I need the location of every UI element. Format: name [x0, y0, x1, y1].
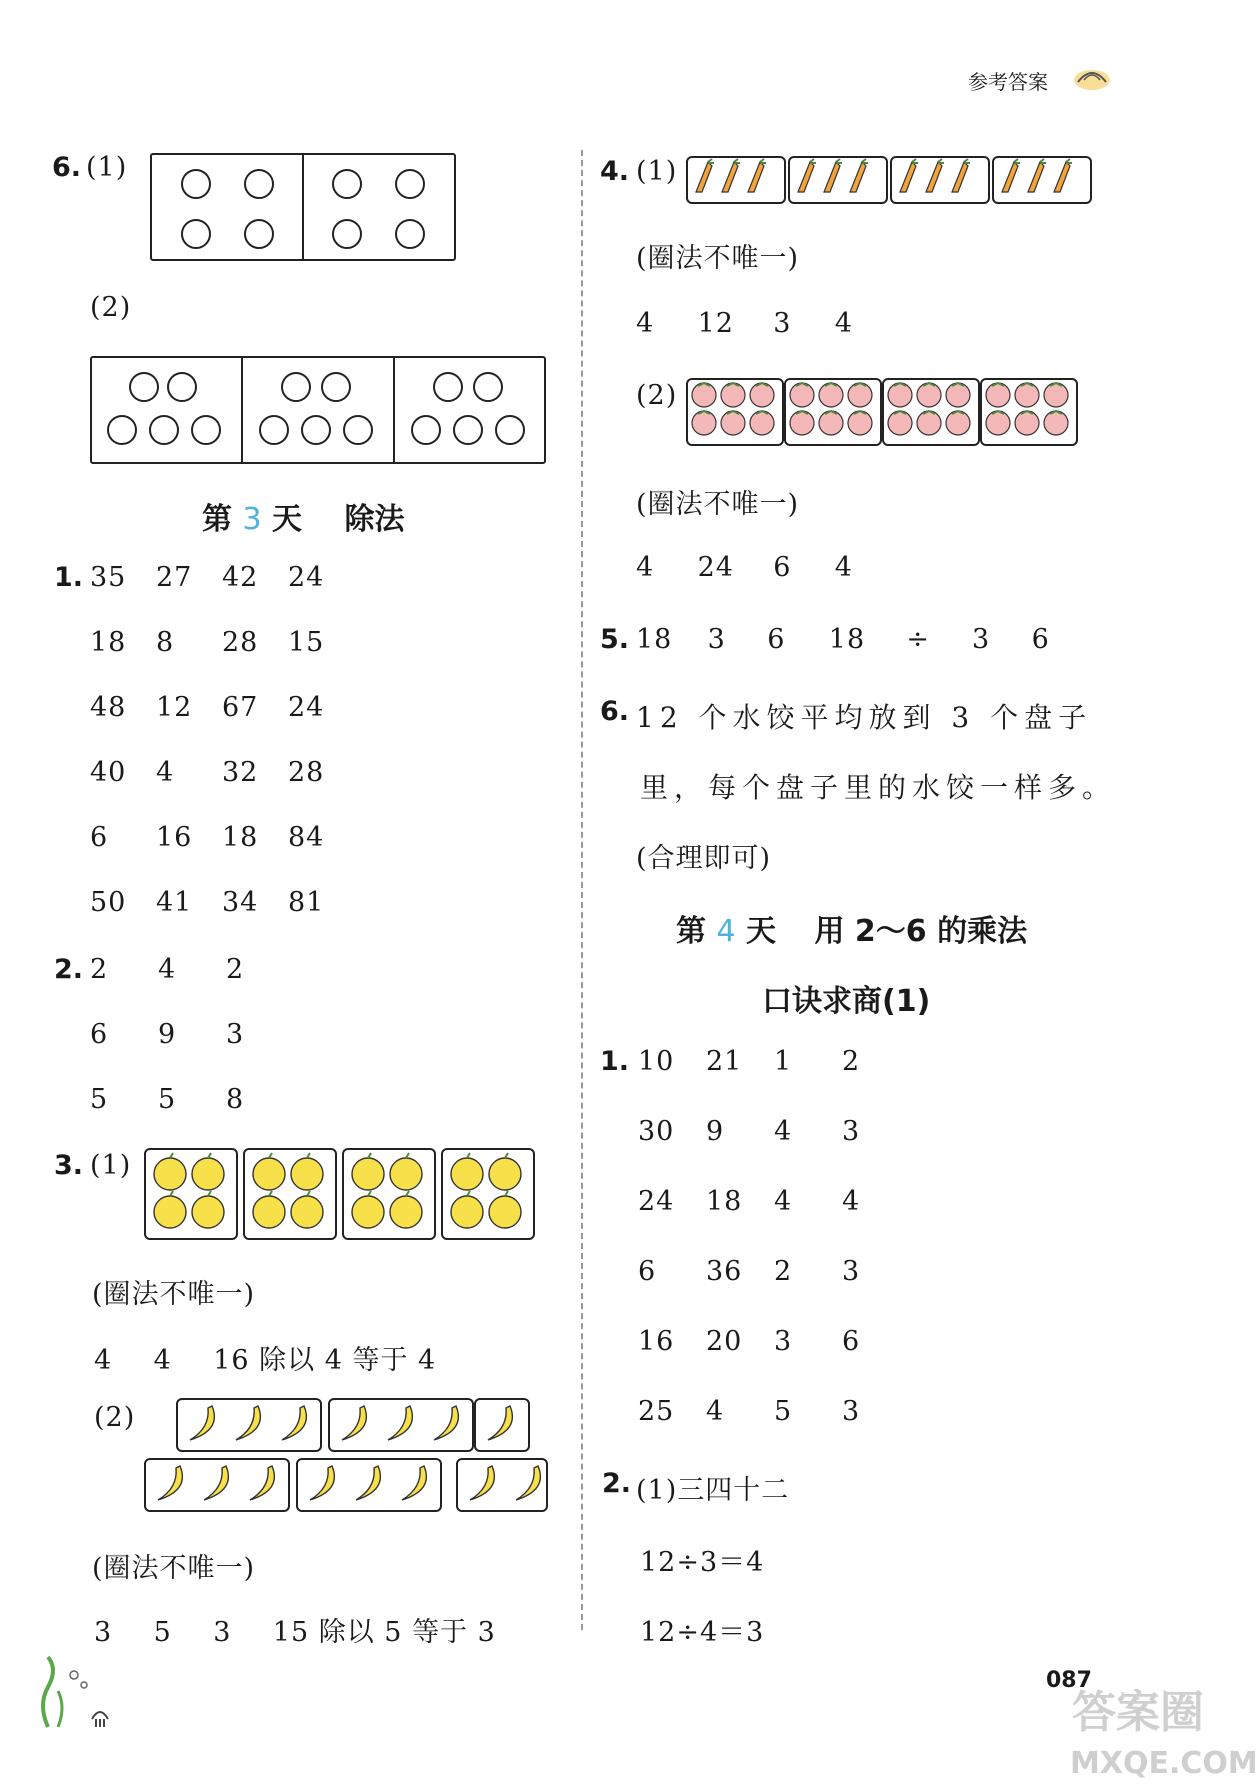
fruit-group-box	[474, 1398, 530, 1452]
answer-value: 3	[842, 1396, 861, 1427]
answer-value: 1	[774, 1046, 793, 1077]
fruit-group-box	[328, 1398, 474, 1452]
part-label: (1)	[86, 152, 128, 183]
answer-value: 5	[158, 1084, 177, 1115]
column-divider	[581, 150, 583, 1630]
answer-value: 2	[774, 1256, 793, 1287]
answer-sentence: 15 除以 5 等于 3	[272, 1617, 496, 1648]
fruit-group-box	[686, 378, 784, 446]
note-text: (圈法不唯一)	[636, 243, 800, 274]
shell-icon	[1072, 64, 1112, 96]
answer-value: 18	[828, 624, 866, 655]
answer-value: 8	[156, 627, 175, 658]
answer-value: 3	[842, 1256, 861, 1287]
heading-suffix: 天	[746, 914, 776, 949]
answer-value: 3	[213, 1617, 232, 1648]
answer-value: 16	[156, 822, 193, 853]
answer-value: 15	[288, 627, 325, 658]
fruit-group-box	[144, 1458, 290, 1512]
circles-5-groups	[92, 358, 544, 462]
answer-value: 3	[773, 308, 792, 339]
strawberry-icon	[884, 380, 978, 442]
fruit-group-box	[784, 378, 882, 446]
answer-value: 41	[156, 887, 193, 918]
answer-value: 18	[706, 1186, 743, 1217]
answer-value: 4	[158, 954, 177, 985]
question-number: 5.	[600, 624, 630, 655]
fruit-group-box	[441, 1148, 535, 1240]
answer-value: 5	[774, 1396, 793, 1427]
answer-text-line: 里，每个盘子里的水饺一样多。	[640, 771, 1117, 804]
answer-value: 2	[90, 954, 109, 985]
banana-icon	[146, 1460, 288, 1510]
answer-value: 16	[638, 1326, 675, 1357]
answer-value: 5	[153, 1617, 172, 1648]
answer-value: 24	[288, 692, 325, 723]
answer-row	[636, 308, 853, 339]
answer-value: 25	[638, 1396, 675, 1427]
answer-row	[94, 1610, 496, 1649]
answer-value: 6	[90, 1019, 109, 1050]
answer-value: 48	[90, 692, 127, 723]
question-number: 2.	[602, 1468, 632, 1499]
answer-value: 28	[222, 627, 259, 658]
answer-value: 4	[636, 552, 655, 583]
note-text: (圈法不唯一)	[92, 1279, 256, 1310]
carrot-icon	[688, 158, 784, 200]
note-text: (圈法不唯一)	[92, 1553, 256, 1584]
answer-text-line: (1)三四十二	[636, 1475, 790, 1506]
question-number: 1.	[54, 562, 84, 593]
answer-value: 10	[638, 1046, 675, 1077]
fruit-group-box	[296, 1458, 442, 1512]
answer-value: 34	[222, 887, 259, 918]
pear-icon	[146, 1150, 236, 1238]
fruit-group-box	[890, 156, 990, 204]
answer-value: 9	[158, 1019, 177, 1050]
heading-suffix: 天	[272, 502, 302, 537]
fruit-group-box	[686, 156, 786, 204]
watermark-url: MXQE.COM	[1070, 1746, 1258, 1781]
answer-value: 4	[774, 1186, 793, 1217]
answer-value: 4	[153, 1345, 172, 1376]
answer-value: 4	[706, 1396, 725, 1427]
answer-row	[636, 624, 1050, 655]
answer-value: 2	[226, 954, 245, 985]
answer-value: 30	[638, 1116, 675, 1147]
answer-value: 50	[90, 887, 127, 918]
answer-value: 67	[222, 692, 259, 723]
banana-icon	[298, 1460, 440, 1510]
answer-value: 81	[288, 887, 325, 918]
answer-value: 27	[156, 562, 193, 593]
answer-value: 6	[90, 822, 109, 853]
fruit-group-box	[176, 1398, 322, 1452]
question-number: 6.	[52, 152, 82, 183]
answer-value: 4	[94, 1345, 113, 1376]
banana-icon	[178, 1400, 320, 1450]
answer-value: 20	[706, 1326, 743, 1357]
answer-value: 5	[90, 1084, 109, 1115]
answer-value: 3	[774, 1326, 793, 1357]
header-label: 参考答案	[968, 70, 1048, 94]
answer-value: 6	[638, 1256, 657, 1287]
banana-icon	[330, 1400, 472, 1450]
circles-2x2-groups	[152, 155, 454, 259]
part-label: (2)	[636, 380, 678, 411]
pear-icon	[344, 1150, 434, 1238]
note-text: (圈法不唯一)	[636, 489, 800, 520]
heading-title: 除法	[344, 502, 405, 537]
answer-value: 4	[156, 757, 175, 788]
heading-prefix: 第	[676, 914, 706, 949]
carrot-icon	[790, 158, 886, 200]
answer-value: 4	[834, 308, 853, 339]
fruit-group-box	[144, 1148, 238, 1240]
question-number: 2.	[54, 954, 84, 985]
pear-icon	[245, 1150, 335, 1238]
answer-value: 3	[842, 1116, 861, 1147]
banana-icon	[458, 1460, 546, 1510]
page-number: 087	[1046, 1668, 1092, 1693]
answer-value: 12	[697, 308, 734, 339]
answer-value: 32	[222, 757, 259, 788]
answer-value: 4	[774, 1116, 793, 1147]
strawberry-icon	[688, 380, 782, 442]
equation: 12÷3＝4	[640, 1547, 765, 1578]
answer-value: 6	[767, 624, 786, 655]
banana-icon	[476, 1400, 528, 1450]
answer-value: 12	[156, 692, 193, 723]
pear-icon	[443, 1150, 533, 1238]
question-number: 3.	[54, 1150, 84, 1181]
fruit-group-box	[342, 1148, 436, 1240]
question-number: 6.	[600, 696, 630, 727]
part-label: (2)	[90, 292, 132, 323]
answer-value: 6	[773, 552, 792, 583]
answer-value: 24	[288, 562, 325, 593]
answer-value: ÷	[906, 624, 930, 655]
answer-value: 9	[706, 1116, 725, 1147]
answer-value: 3	[971, 624, 991, 655]
answer-value: 6	[842, 1326, 861, 1357]
answer-value: 24	[697, 552, 734, 583]
answer-value: 4	[834, 552, 853, 583]
seaweed-icon	[30, 1655, 120, 1734]
strawberry-icon	[982, 380, 1076, 442]
strawberry-icon	[786, 380, 880, 442]
answer-value: 3	[226, 1019, 245, 1050]
part-label: (1)	[636, 156, 678, 187]
section-subtitle: 口诀求商(1)	[762, 984, 931, 1019]
watermark-logo: 答案圈	[1072, 1687, 1204, 1738]
part-label: (2)	[94, 1402, 136, 1433]
heading-day-number: 4	[716, 914, 736, 949]
circle-group-box	[150, 153, 456, 261]
fruit-group-box	[992, 156, 1092, 204]
question-number: 1.	[600, 1046, 630, 1077]
carrot-icon	[994, 158, 1090, 200]
answer-value: 28	[288, 757, 325, 788]
answer-value: 3	[707, 624, 726, 655]
answer-value: 21	[706, 1046, 743, 1077]
answer-value: 35	[90, 562, 127, 593]
answer-value: 36	[706, 1256, 743, 1287]
answer-value: 6	[1031, 624, 1050, 655]
answer-value: 18	[90, 627, 127, 658]
answer-row	[94, 1338, 436, 1377]
note-text: (合理即可)	[636, 843, 772, 874]
answer-value: 8	[226, 1084, 245, 1115]
carrot-icon	[892, 158, 988, 200]
answer-sentence: 16 除以 4 等于 4	[213, 1345, 437, 1376]
heading-prefix: 第	[202, 502, 232, 537]
question-number: 4.	[600, 156, 630, 187]
answer-value: 2	[842, 1046, 861, 1077]
answer-value: 84	[288, 822, 325, 853]
heading-day-number: 3	[242, 502, 262, 537]
equation: 12÷4＝3	[640, 1617, 765, 1648]
answer-row	[636, 552, 853, 583]
answer-value: 42	[222, 562, 259, 593]
fruit-group-box	[456, 1458, 548, 1512]
answer-value: 18	[222, 822, 259, 853]
fruit-group-box	[788, 156, 888, 204]
part-label: (1)	[90, 1150, 132, 1181]
answer-value: 18	[636, 624, 673, 655]
circle-group-box	[90, 356, 546, 464]
answer-value: 4	[842, 1186, 861, 1217]
answer-value: 4	[636, 308, 655, 339]
fruit-group-box	[882, 378, 980, 446]
fruit-group-box	[243, 1148, 337, 1240]
section-heading-day4	[676, 906, 1027, 950]
heading-title: 用 2～6 的乘法	[814, 914, 1028, 949]
answer-value: 24	[638, 1186, 675, 1217]
answer-value: 40	[90, 757, 127, 788]
fruit-group-box	[980, 378, 1078, 446]
answer-text-line: 12 个水饺平均放到 3 个盘子	[636, 701, 1093, 734]
section-heading-day3	[202, 494, 404, 538]
answer-value: 3	[94, 1617, 113, 1648]
